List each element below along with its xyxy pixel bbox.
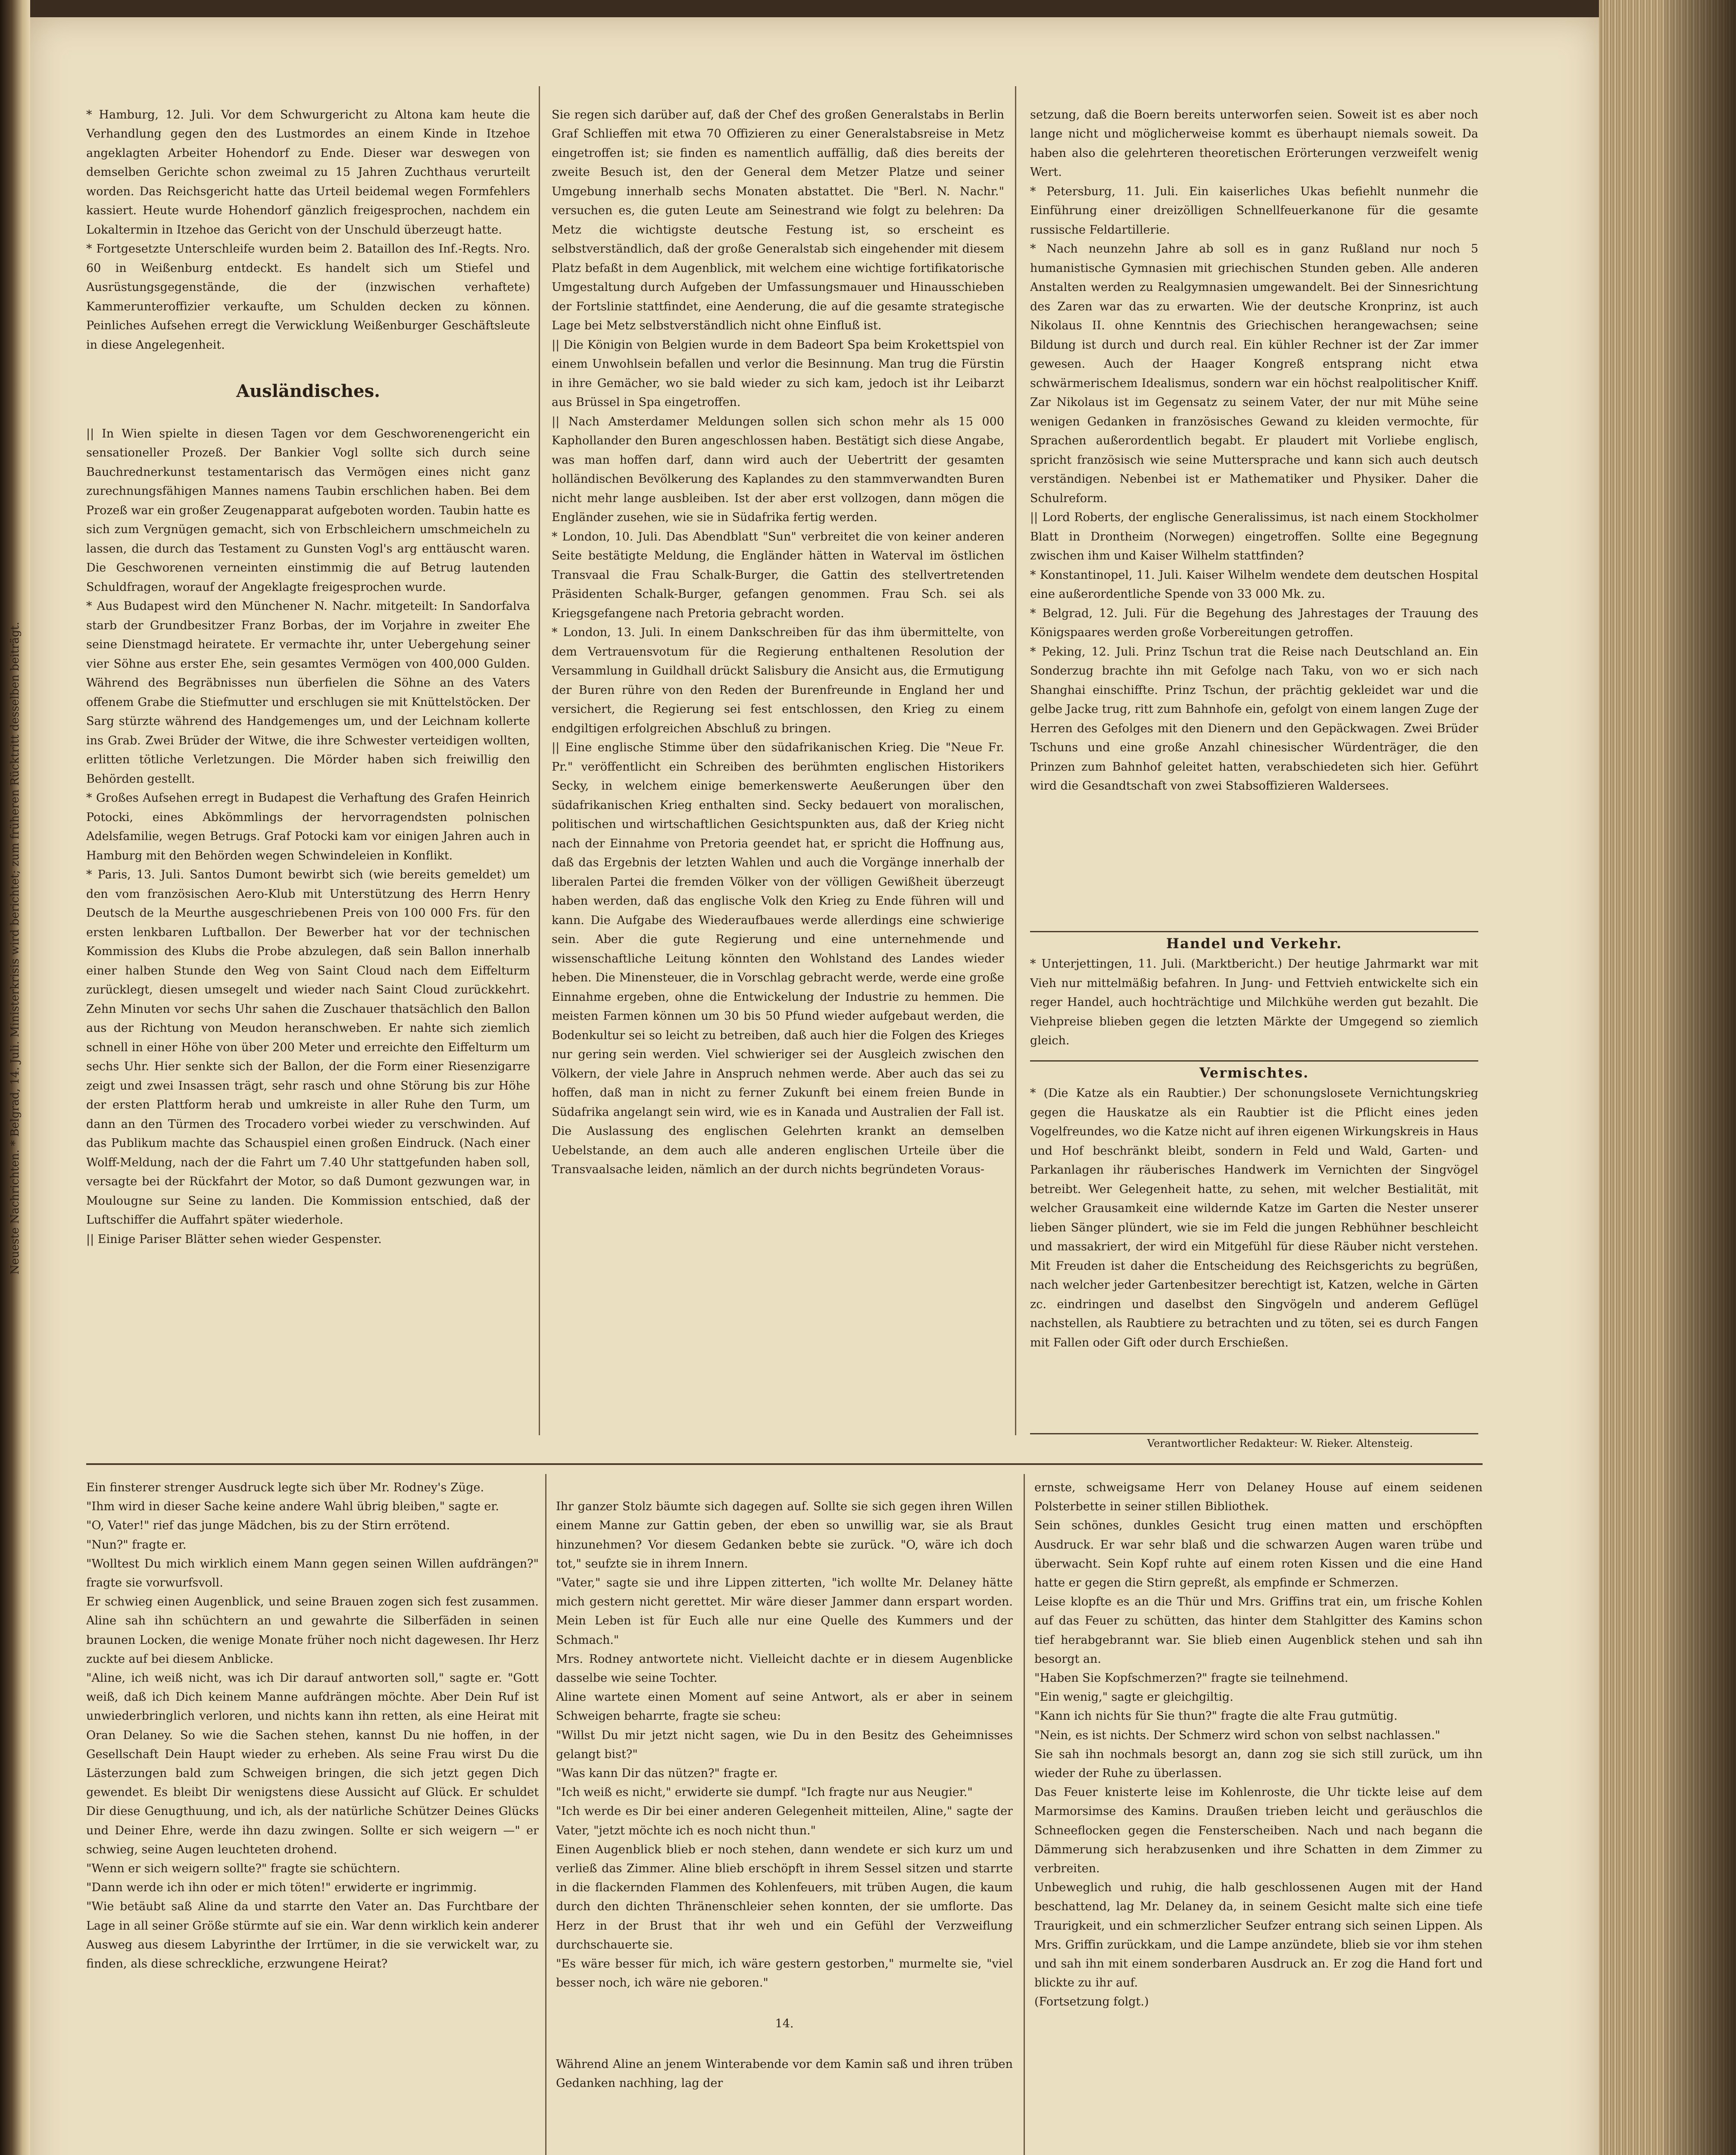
rule-vermischtes (1030, 1060, 1478, 1062)
feuilleton-divider-2 (1024, 1474, 1025, 2155)
column-3-text: setzung, daß die Boern bereits unterworfen seien. Soweit ist es aber noch lange nicht und möglicherweise kommt es überhaupt niemals soweit. Da haben also die gelehrteren theoretischen Erörterungen verzweifelt wenig Wert. * Petersburg, 11. Juli. Ein kaiserliches Ukas befiehlt nunmehr die Einführung einer dreizölligen Schnellfeuerkanone für die gesamte russische Feldartillerie. * Nach neunzehn Jahre ab soll es in ganz Rußland nur noch 5 humanistische Gymnasien mit griechischen Stunden geben. Alle anderen Anstalten werden zu Realgymnasien umgewandelt. Bei der Sinnesrichtung des Zaren war das zu erwarten. Wie der deutsche Kronprinz, ist auch Nikolaus II. ohne Kenntnis des Griechischen herangewachsen; seine Bildung ist durch und durch real. Ein kühler Rechner ist der Zar immer gewesen. Auch der Haager Kongreß entsprang nicht etwa schwärmerischem Idealismus, sondern war ein höchst realpolitischer Kniff. Zar Nikolaus ist im Gegensatz zu seinem Vater, der nur mit Mühe seine wenigen Gedanken in französisches Gewand zu kleiden vermochte, für Sprachen außerordentlich begabt. Er plaudert mit Vorliebe englisch, spricht französisch wie seine Muttersprache und kann sich auch deutsch verständigen. Nebenbei ist er Mathematiker und Physiker. Daher die Schulreform. || Lord Roberts, der englische Generalissimus, ist nach einem Stockholmer Blatt in Drontheim (Norwegen) eingetroffen. Sollte eine Begegnung zwischen ihm und Kaiser Wilhelm stattfinden? * Konstantinopel, 11. Juli. Kaiser Wilhelm wendete dem deutschen Hospital eine außerordentliche Spende von 33 000 Mk. zu. * Belgrad, 12. Juli. Für die Begehung des Jahrestages der Trauung des Königspaares werden große Vorbereitungen getroffen. * Peking, 12. Juli. Prinz Tschun trat die Reise nach Deutschland an. Ein Sonderzug brachte ihn mit Gefolge nach Taku, von wo er sich nach Shanghai einschiffte. Prinz Tschun, der prächtig gekleidet war und die gelbe Jacke trug, ritt zum Bahnhofe ein, gefolgt von einem langen Zuge der Herren des Gefolges mit den Dienern und den Gepäckwagen. Zwei Brüder Tschuns und eine große Anzahl chinesischer Würdenträger, die den Prinzen zum Bahnhof geleitet hatten, verabschiedeten sich hier. Geführt wird die Gesandtschaft von zwei Stabsoffizieren Waldersees. (1030, 108, 1478, 793)
column-divider-2 (1015, 86, 1016, 1435)
column-1 (86, 86, 530, 1431)
column-2 (552, 86, 1004, 1431)
column-3 (1030, 86, 1478, 953)
sidebar-text: Neueste Nachrichten. * Belgrad, 14. Juli. Ministerkrisis wird berichtet; zum früheren Rücktritt desselben beiträgt. (9, 622, 22, 1275)
column-divider-1 (539, 86, 540, 1435)
column-1-top-text: * Hamburg, 12. Juli. Vor dem Schwurgericht zu Altona kam heute die Verhandlung gegen den des Lustmordes an einem Kinde in Itzehoe angeklagten Arbeiter Hohendorf zu Ende. Dieser war deswegen von demselben Gerichte schon zweimal zu 15 Jahren Zuchthaus verurteilt worden. Das Reichsgericht hatte das Urteil beidemal wegen Formfehlers kassiert. Heute wurde Hohendorf gänzlich freigesprochen, nachdem ein Lokaltermin in Itzehoe das Gericht von der Unschuld überzeugt hatte. * Fortgesetzte Unterschleife wurden beim 2. Bataillon des Inf.-Regts. Nro. 60 in Weißenburg entdeckt. Es handelt sich um Stiefel und Ausrüstungsgegenstände, die der (inzwischen verhaftete) Kammerunteroffizier verkaufte, um Schulden decken zu können. Peinliches Aufsehen erregt die Verwicklung Weißenburger Geschäftsleute in diese Angelegenheit. (86, 108, 530, 352)
responsible-editor: Verantwortlicher Redakteur: W. Rieker. Altensteig. (1147, 1437, 1413, 1449)
feuilleton-column-1: Ein finsterer strenger Ausdruck legte sich über Mr. Rodney's Züge. "Ihm wird in dieser Sache keine andere Wahl übrig bleiben," sagte er. "O, Vater!" rief das junge Mädchen, bis zu der Stirn errötend. "Nun?" fragte er. "Wolltest Du mich wirklich einem Mann gegen seinen Willen aufdrängen?" fragte sie vorwurfsvoll. Er schwieg einen Augenblick, und seine Brauen zogen sich fest zusammen. Aline sah ihn schüchtern an und gewahrte die Silberfäden in seinen braunen Locken, die wenige Monate früher noch nicht dagewesen. Ihr Herz zuckte auf bei diesem Anblicke. "Aline, ich weiß nicht, was ich Dir darauf antworten soll," sagte er. "Gott weiß, daß ich Dich keinem Manne aufdrängen möchte. Aber Dein Ruf ist unwiederbringlich verloren, und nichts kann ihn retten, als eine Heirat mit Oran Delaney. So wie die Sachen stehen, kannst Du nie hoffen, in der Gesellschaft Dein Haupt wieder zu erheben. Als seine Frau wirst Du die Lästerzungen bald zum Schweigen bringen, die sich jetzt gegen Dich gewendet. Es bleibt Dir wenigstens diese Aussicht auf Glück. Er schuldet Dir diese Genugthuung, und ich, als der natürliche Schützer Deines Glücks und Deiner Ehre, werde ihn dazu zwingen. Sollte er sich weigern —" er schwieg, seine Augen leuchteten drohend. "Wenn er sich weigern sollte?" fragte sie schüchtern. "Dann werde ich ihn oder er mich töten!" erwiderte er ingrimmig. "Wie betäubt saß Aline da und starrte den Vater an. Das Furchtbare der Lage in all seiner Größe stürmte auf sie ein. War denn wirklich kein anderer Ausweg aus diesem Labyrinthe der Irrtümer, in die sie verwickelt war, zu finden, als diese schreckliche, erzwungene Heirat? (86, 1481, 539, 1971)
column-1-foreign-news: || In Wien spielte in diesen Tagen vor dem Geschworenengericht ein sensationeller Prozeß. Der Bankier Vogl sollte sich durch seine Bauchrednerkunst testamentarisch das Vermögen eines nicht ganz zurechnungsfähigen Mannes namens Taubin erschlichen haben. Bei dem Prozeß war ein großer Zeugenapparat aufgeboten worden. Taubin hatte es sich zum Vergnügen gemacht, sich von Erbschleichern umschmeicheln zu lassen, die durch das Testament zu Gunsten Vogl's arg enttäuscht waren. Die Geschworenen verneinten einstimmig die auf Betrug lautenden Schuldfragen, worauf der Angeklagte freigesprochen wurde. * Aus Budapest wird den Münchener N. Nachr. mitgeteilt: In Sandorfalva starb der Grundbesitzer Franz Borbas, der im Vorjahre in zweiter Ehe seine Dienstmagd heiratete. Er vermachte ihr, unter Uebergehung seiner vier Söhne aus erster Ehe, sein gesamtes Vermögen von 400,000 Gulden. Während des Begräbnisses nun überfielen die Söhne an des Vaters offenem Grabe die Stiefmutter und erschlugen sie mit Knüttelstöcken. Der Sarg stürzte während des Handgemenges um, und der Leichnam kollerte ins Grab. Zwei Brüder der Witwe, die ihre Schwester verteidigen wollten, erlitten tötliche Verletzungen. Die Mörder haben sich freiwillig den Behörden gestellt. * Großes Aufsehen erregt in Budapest die Verhaftung des Grafen Heinrich Potocki, eines Abkömmlings der hervorragendsten polnischen Adelsfamilie, wegen Betrugs. Graf Potocki kam vor einigen Jahren auch in Hamburg mit den Behörden wegen Schwindeleien in Konflikt. * Paris, 13. Juli. Santos Dumont bewirbt sich (wie bereits gemeldet) um den vom französischen Aero-Klub mit Unterstützung des Herrn Henry Deutsch de la Meurthe ausgeschriebenen Preis von 100 000 Frs. für den ersten lenkbaren Luftballon. Der Bewerber hat vor der technischen Kommission des Klubs die Probe abzulegen, daß sein Ballon innerhalb einer halben Stunde den Weg von Saint Cloud nach dem Eiffelturm zurücklegt, diesen umsegelt und wieder nach Saint Cloud zurückkehrt. Zehn Minuten vor sechs Uhr sahen die Zuschauer thatsächlich den Ballon aus der Richtung von Meudon heranschweben. Er nahte sich ziemlich schnell in einer Höhe von über 200 Meter und erreichte den Eiffelturm um sechs Uhr. Hier senkte sich der Ballon, der die Form einer Riesenzigarre zeigt und zwei Insassen trägt, sehr rasch und ohne Störung bis zur Höhe der ersten Plattform herab und umkreiste in aller Ruhe den Turm, um dann an den Türmen des Trocadero vorbei wieder zu verschwinden. Auf das Publikum machte das Schauspiel einen großen Eindruck. (Nach einer Wolff-Meldung, nach der die Fahrt um 7.40 Uhr stattgefunden haben soll, versagte bei der Rückfahrt der Motor, so daß Dumont gezwungen war, in Moulougne sur Seine zu landen. Die Kommission entschied, daß der Luftschiffer die Auffahrt später wiederhole. || Einige Pariser Blätter sehen wieder Gespenster. (86, 427, 530, 1246)
heading-handel: Handel und Verkehr. (1166, 935, 1343, 952)
feuilleton-column-2-continuation: Während Aline an jenem Winterabende vor dem Kamin saß und ihren trüben Gedanken nachhing, lag der (556, 2058, 1013, 2090)
column-3-vermischtes-text: * (Die Katze als ein Raubtier.) Der schonungslosete Vernichtungskrieg gegen die Hauskatze als ein Raubtier ist die Pflicht eines jeden Vogelfreundes, wo die Katze nicht auf ihren eigenen Wirkungskreis in Haus und Hof beschränkt bleibt, sondern in Feld und Wald, Garten- und Parkanlagen ihr räuberisches Handwerk im Vernichten der Singvögel betreibt. Wer Gelegenheit hatte, zu sehen, mit welcher Bestialität, mit welcher Grausamkeit eine wildernde Katze im Garten die Nester unserer lieben Sänger plündert, wie sie im Feld die jungen Rebhühner beschleicht und massakriert, der wird ein Mitgefühl für diese Räuber nicht verstehen. Mit Freuden ist daher die Entscheidung des Reichsgerichts zu begrüßen, nach welcher jeder Gartenbesitzer berechtigt ist, Katzen, welche in Gärten zc. eindringen und daselbst den Singvögeln und anderem Geflügel nachstellen, als Raubtiere zu betrachten und zu töten, sei es durch Fangen mit Fallen oder Gift oder durch Erschießen. (1030, 1087, 1478, 1349)
feuilleton-separator (86, 1463, 1483, 1465)
column-3-handel-text: * Unterjettingen, 11. Juli. (Marktbericht.) Der heutige Jahrmarkt war mit Vieh nur mittelmäßig befahren. In Jung- und Fettvieh entwickelte sich ein reger Handel, auch hochträchtige und Milchkühe werden gut bezahlt. Die Viehpreise blieben gegen die letzten Märkte der Umgegend so ziemlich gleich. (1030, 957, 1478, 1047)
rule-handel (1030, 931, 1478, 932)
feuilleton-divider-1 (545, 1474, 546, 2155)
rule-redakteur (1030, 1433, 1478, 1434)
feuilleton-column-3: ernste, schweigsame Herr von Delaney House auf einem seidenen Polsterbette in seiner stillen Bibliothek. Sein schönes, dunkles Gesicht trug einen matten und erschöpften Ausdruck. Er war sehr blaß und die schwarzen Augen waren trübe und überwacht. Sein Kopf ruhte auf einem roten Kissen und die eine Hand hatte er gegen die Stirn gepreßt, als empfinde er Schmerzen. Leise klopfte es an die Thür und Mrs. Griffins trat ein, um frische Kohlen auf das Feuer zu schütten, das hinter dem Stahlgitter des Kamins schon tief herabgebrannt war. Sie blieb einen Augenblick stehen und sah ihn besorgt an. "Haben Sie Kopfschmerzen?" fragte sie teilnehmend. "Ein wenig," sagte er gleichgiltig. "Kann ich nichts für Sie thun?" fragte die alte Frau gutmütig. "Nein, es ist nichts. Der Schmerz wird schon von selbst nachlassen." Sie sah ihn nochmals besorgt an, dann zog sie sich still zurück, um ihn wieder der Ruhe zu überlassen. Das Feuer knisterte leise im Kohlenroste, die Uhr tickte leise auf dem Marmorsimse des Kamins. Draußen trieben leicht und geräuschlos die Schneeflocken gegen die Fensterscheiben. Nach und nach begann die Dämmerung sich herabzusenken und ihre Schatten in dem Zimmer zu verbreiten. Unbeweglich und ruhig, die halb geschlossenen Augen mit der Hand beschattend, lag Mr. Delaney da, in seinem Gesicht malte sich eine tiefe Traurigkeit, und ein schmerzlicher Seufzer entrang sich seinen Lippen. Als Mrs. Griffin zurückkam, und die Lampe anzündete, blieb sie vor ihm stehen und sah ihn mit einem sonderbaren Ausdruck an. Er zog die Hand fort und blickte zu ihr auf. (Fortsetzung folgt.) (1034, 1481, 1483, 2009)
feuilleton-column-2-text: Ihr ganzer Stolz bäumte sich dagegen auf. Sollte sie sich gegen ihren Willen einem Manne zur Gattin geben, der eben so unwillig war, sie als Braut hinzunehmen? Vor diesem Gedanken bebte sie zurück. "O, wäre ich doch tot," seufzte sie in ihrem Innern. "Vater," sagte sie und ihre Lippen zitterten, "ich wollte Mr. Delaney hätte mich gestern nicht gerettet. Mir wäre dieser Jammer dann erspart worden. Mein Leben ist für Euch alle nur eine Quelle des Kummers und der Schmach." Mrs. Rodney antwortete nicht. Vielleicht dachte er in diesem Augenblicke dasselbe wie seine Tochter. Aline wartete einen Moment auf seine Antwort, als er aber in seinem Schweigen beharrte, fragte sie scheu: "Willst Du mir jetzt nicht sagen, wie Du in den Besitz des Geheimnisses gelangt bist?" "Was kann Dir das nützen?" fragte er. "Ich weiß es nicht," erwiderte sie dumpf. "Ich fragte nur aus Neugier." "Ich werde es Dir bei einer anderen Gelegenheit mitteilen, Aline," sagte der Vater, "jetzt möchte ich es noch nicht thun." Einen Augenblick blieb er noch stehen, dann wendete er sich kurz um und verließ das Zimmer. Aline blieb erschöpft in ihrem Sessel sitzen und starrte in die flackernden Flammen des Kohlenfeuers, mit trüben Augen, die kaum durch den dichten Thränenschleier sehen konnten, der sie umflorte. Das Herz in der Brust that ihr weh und ein Gefühl der Verzweiflung durchschauerte sie. "Es wäre besser für mich, ich wäre gestern gestorben," murmelte sie, "viel besser noch, ich wäre nie geboren." (556, 1500, 1013, 1990)
column-2-text: Sie regen sich darüber auf, daß der Chef des großen Generalstabs in Berlin Graf Schlieffen mit etwa 70 Offizieren zu einer Generalstabsreise in Metz eingetroffen ist; sie finden es namentlich auffällig, daß dies bereits der zweite Besuch ist, den der General dem Metzer Platze und seiner Umgebung innerhalb sechs Monaten abstattet. Die "Berl. N. Nachr." versuchen es, die guten Leute am Seinestrand wie folgt zu belehren: Da Metz die wichtigste deutsche Festung ist, so erscheint es selbstverständlich, daß der große Generalstab sich eingehender mit diesem Platz befaßt in dem Augenblick, mit welchem eine wichtige fortifikatorische Umgestaltung durch Aufgeben der Umfassungsmauer und Hinausschieben der Fortslinie stattfindet, eine Aenderung, die auf die gesamte strategische Lage bei Metz selbstverständlich nicht ohne Einfluß ist. || Die Königin von Belgien wurde in dem Badeort Spa beim Krokettspiel von einem Unwohlsein befallen und verlor die Besinnung. Man trug die Fürstin in ihre Gemächer, wo sie bald wieder zu sich kam, jedoch ist ihr Leibarzt aus Brüssel in Spa eingetroffen. || Nach Amsterdamer Meldungen sollen sich schon mehr als 15 000 Kaphollander den Buren angeschlossen haben. Bestätigt sich diese Angabe, was man hoffen darf, dann wird auch der Uebertritt der gesamten holländischen Bevölkerung des Kaplandes zu den stammverwandten Buren nicht mehr lange ausbleiben. Ist der aber erst vollzogen, dann mögen die Engländer zusehen, wie sie in Südafrika fertig werden. * London, 10. Juli. Das Abendblatt "Sun" verbreitet die von keiner anderen Seite bestätigte Meldung, die Engländer hätten in Waterval im östlichen Transvaal die Frau Schalk-Burger, die Gattin des stellvertretenden Präsidenten Schalk-Burger, gefangen genommen. Frau Sch. sei als Kriegsgefangene nach Pretoria gebracht worden. * London, 13. Juli. In einem Dankschreiben für das ihm übermittelte, von dem Vertrauensvotum für die Regierung enthaltenen Resolution der Versammlung in Guildhall drückt Salisbury die Ansicht aus, die Ermutigung der Buren rühre von den Reden der Burenfreunde in England her und versichert, die Regierung sei fest entschlossen, den Krieg zu einem endgiltigen erfolgreichen Abschluß zu bringen. || Eine englische Stimme über den südafrikanischen Krieg. Die "Neue Fr. Pr." veröffentlicht ein Schreiben des berühmten englischen Historikers Secky, in welchem einige bemerkenswerte Aeußerungen über den südafrikanischen Krieg enthalten sind. Secky bedauert von moralischen, politischen und wirtschaftlichen Gesichtspunkten aus, daß der Krieg nicht nach der Einnahme von Pretoria geendet hat, er spricht die Hoffnung aus, daß das Ergebnis der letzten Wahlen und auch die Vorgänge innerhalb der liberalen Partei die fremden Völker von der völligen Gewißheit überzeugt haben werden, daß das englische Volk den Krieg zu Ende führen will und kann. Die Aufgabe des Wiederaufbaues werde allerdings eine schwierige sein. Aber die gute Regierung und eine unternehmende und wissenschaftliche Leitung könnten den Wohlstand des Landes wieder heben. Die Minensteuer, die in Vorschlag gebracht werde, werde eine große Einnahme ergeben, ohne die Entwickelung der Industrie zu hemmen. Die meisten Farmen können um 30 bis 50 Pfund wieder aufgebaut werden, die Bodenkultur sei so leicht zu betreiben, daß auch hier die Folgen des Krieges nur gering sein werden. Viel schwieriger sei der Ausgleich zwischen den Völkern, der viele Jahre in Anspruch nehmen werde. Aber auch das sei zu hoffen, daß man in nicht zu ferner Zukunft bei einem freien Bunde in Südafrika angelangt sein wird, wie es in Kanada und Australien der Fall ist. Die Auslassung des englischen Gelehrten krankt an demselben Uebelstande, an dem auch alle anderen englischen Urteile über die Transvaalsache leiden, nämlich an der durch nichts begründeten Voraus- (552, 108, 1004, 1176)
heading-vermischtes: Vermischtes. (1199, 1065, 1309, 1081)
heading-auslaendisches: Ausländisches. (236, 381, 380, 401)
page-stack-shadow (1664, 0, 1736, 2155)
sidebar-vertical-news (9, 345, 52, 1552)
chapter-number: 14. (775, 2017, 794, 2030)
feuilleton-column-2 (556, 1478, 1013, 2155)
